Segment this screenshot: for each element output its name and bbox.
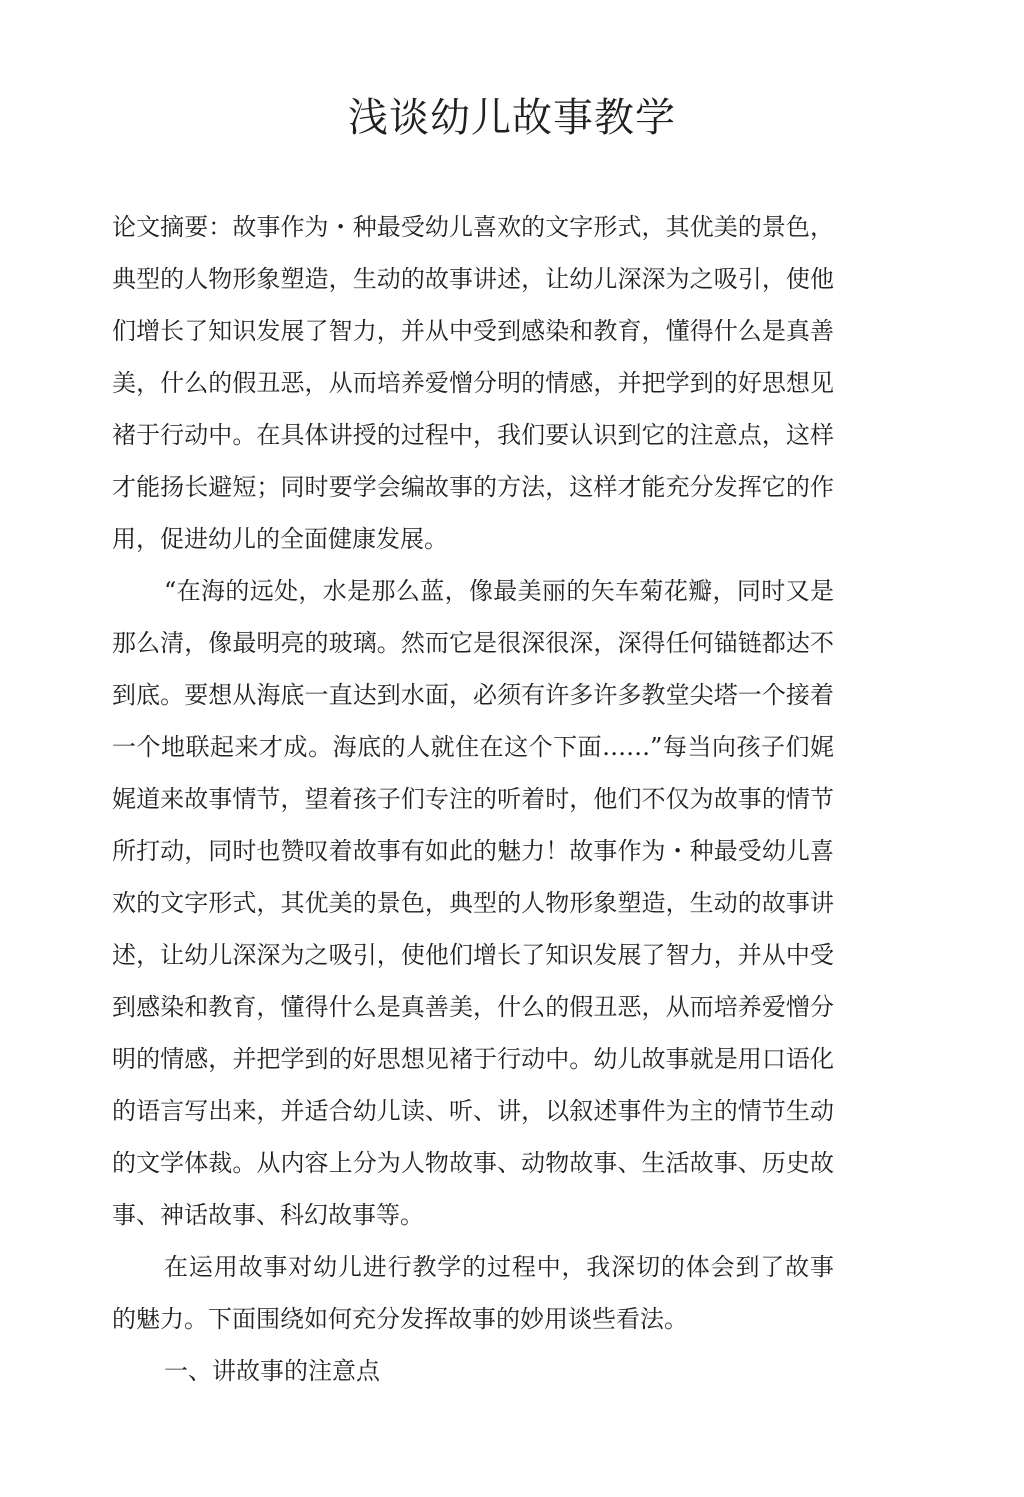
page-title: 浅谈幼儿故事教学 — [348, 95, 676, 141]
document-body — [112, 201, 834, 1397]
body-paragraph-2: 在运用故事对幼儿进行教学的过程中，我深切的体会到了故事的魅力。下面围绕如何充分发挥故事的妙用谈些看法。 — [112, 1253, 834, 1333]
abstract-paragraph: 论文摘要：故事作为・种最受幼儿喜欢的文字形式，其优美的景色，典型的人物形象塑造，生动的故事讲述，让幼儿深深为之吸引，使他们增长了知识发展了智力，并从中受到感染和教育，懂得什么是真善美，什么的假丑恶，从而培养爱憎分明的情感，并把学到的好思想见褚于行动中。在具体讲授的过程中，我们要认识到它的注意点，这样才能扬长避短；同时要学会编故事的方法，这样才能充分发挥它的作用，促进幼儿的全面健康发展。 — [112, 213, 834, 553]
body-paragraph-1: “在海的远处，水是那么蓝，像最美丽的矢车菊花瓣，同时又是那么清，像最明亮的玻璃。然而它是很深很深，深得任何锚链都达不到底。要想从海底一直达到水面，必须有许多许多教堂尖塔一个接着一个地联起来才成。海底的人就住在这个下面……”每当向孩子们娓娓道来故事情节，望着孩子们专注的听着时，他们不仅为故事的情节所打动，同时也赞叹着故事有如此的魅力！故事作为・种最受幼儿喜欢的文字形式，其优美的景色，典型的人物形象塑造，生动的故事讲述，让幼儿深深为之吸引，使他们增长了知识发展了智力，并从中受到感染和教育，懂得什么是真善美，什么的假丑恶，从而培养爱憎分明的情感，并把学到的好思想见褚于行动中。幼儿故事就是用口语化的语言写出来，并适合幼儿读、听、讲，以叙述事件为主的情节生动的文学体裁。从内容上分为人物故事、动物故事、生活故事、历史故事、神话故事、科幻故事等。 — [112, 577, 834, 1229]
section-heading: 一、讲故事的注意点 — [164, 1357, 380, 1385]
